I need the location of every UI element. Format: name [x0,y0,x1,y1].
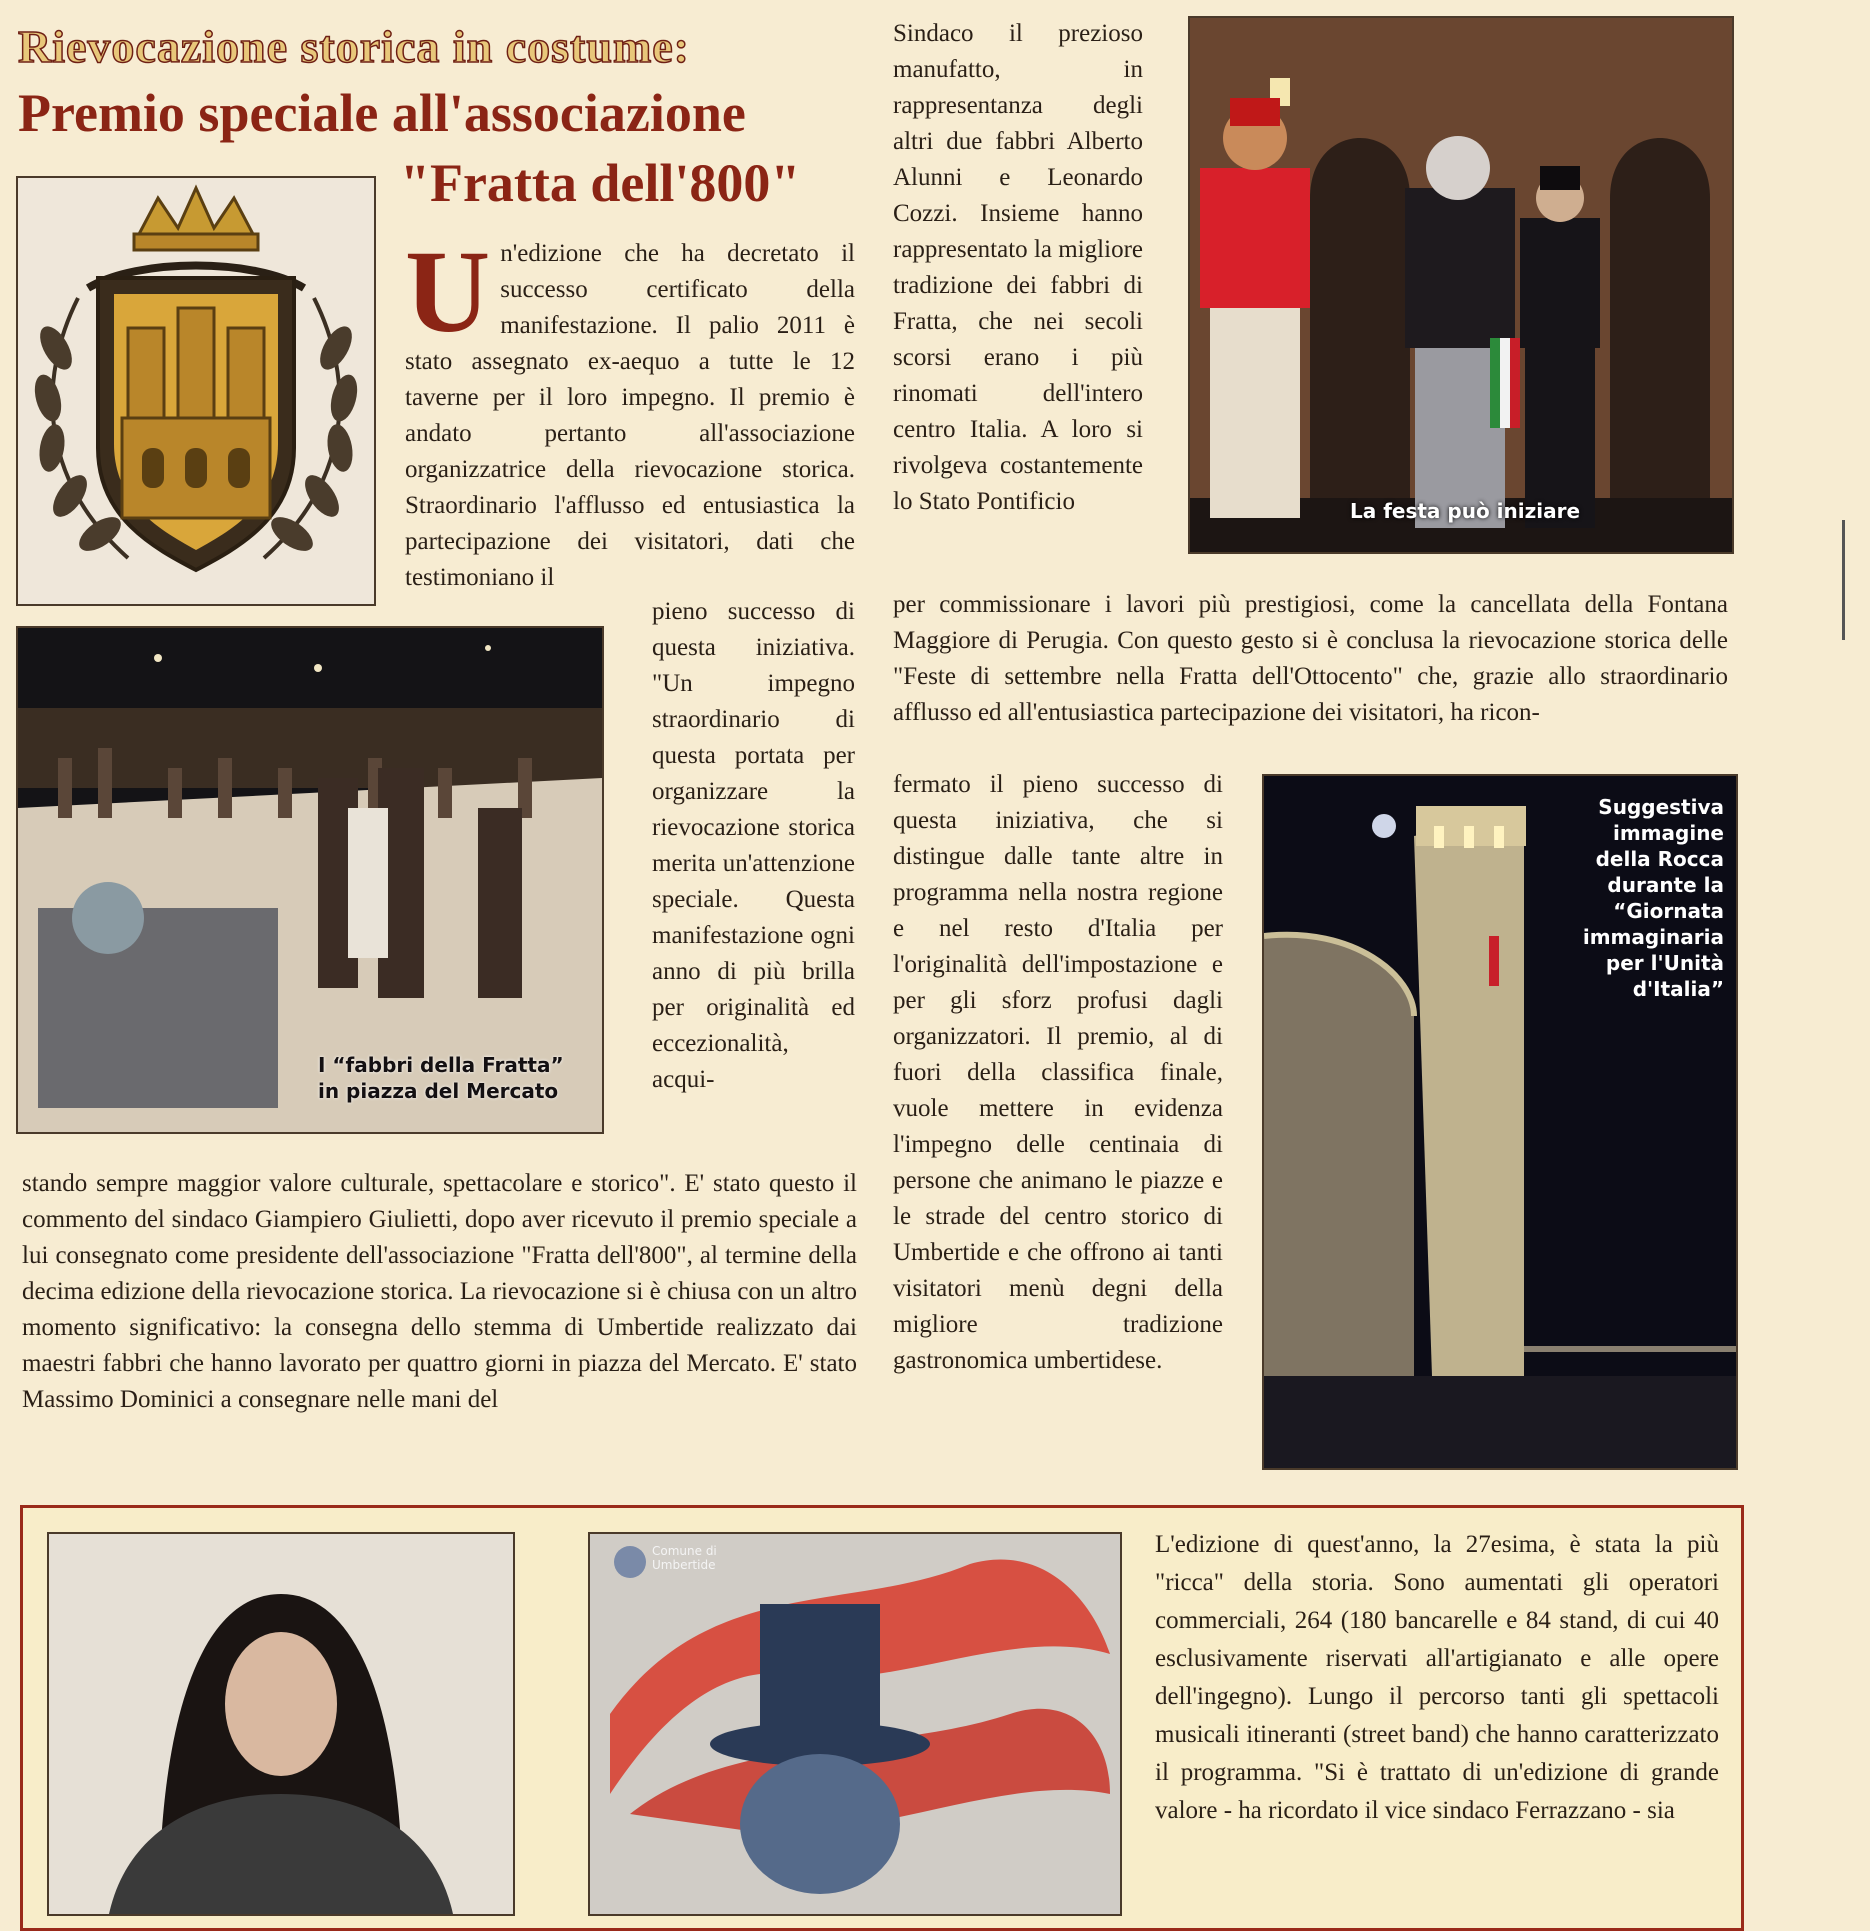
bottom-text: L'edizione di quest'anno, la 27esima, è stata la più "ricca" della storia. Sono aumentati gli operatori commerciali, 264 (180 bancarelle e 84 stand, di cui 40 esclusivamente riservati all'artigianato e alle opere dell'ingegno). Lungo il percorso tanti gli spettacoli musicali itineranti (street band) che hanno caratterizzato il programma. "Si è trattato di un'edizione di grande valore - ha ricordato il vice sindaco Ferrazzano - sia [1155,1531,1719,1824]
portrait-photo [47,1532,515,1916]
fabbri-photo [16,626,604,1134]
article-mid-top: Sindaco il prezioso manufatto, in rappresentanza degli altri due fabbri Alberto Alunni e Leonardo Cozzi. Insieme hanno rappresentato la migliore tradizione dei fabbri di Fratta, che nei secoli scorsi erano i più rinomati dell'intero centro Italia. A loro si rivolgeva costantemente lo Stato Pontificio [893,20,1143,515]
main-title-line2: "Fratta dell'800" [400,153,801,213]
festa-photo-image [1190,18,1732,552]
intro-text: n'edizione che ha decretato il successo certificato della manifestazione. Il palio 2011 è stato assegnato ex-aequo a tutte le 12 taverne per il loro impegno. Il premio è andato pertanto all'associazione organizzatrice della rievocazione storica. Straordinario l'afflusso ed entusiastica la partecipazione dei visitatori, dati che testimoniano il [405,240,855,591]
poster-logo-text: Comune di Umbertide [652,1544,717,1572]
article-mid-bottom: fermato il pieno successo di questa iniziativa, che si distingue dalle tante altre in programma nella nostra regione e nel resto d'Italia per l'originalità dell'impostazione e per gli sforz profusi dagli organizzatori. Il premio, al di fuori della classifica finale, vuole mettere in evidenza l'impegno delle centinaia di persone che animano le piazze e le strade del centro storico di Umbertide e che offrono ai tanti visitatori menù degni della migliore tradizione gastronomica umbertidese. [893,771,1223,1374]
fabbri-caption [318,1052,564,1104]
festa-photo [1188,16,1734,554]
article-intro [405,226,855,596]
rocca-caption: Suggestiva immagine della Rocca durante la “Giornata immaginaria per l'Unità d'Italia” [1582,795,1724,1001]
poster-photo [588,1532,1122,1916]
kicker-title: Rievocazione storica in costume: [18,21,691,72]
article-wide-bottom: stando sempre maggior valore culturale, spettacolare e storico". E' stato questo il commento del sindaco Giampiero Giulietti, dopo aver ricevuto il premio speciale a lui consegnato come presidente dell'associazione "Fratta dell'800", al termine della decima edizione della rievocazione storica. La rievocazione si è chiusa con un altro momento significativo: la consegna dello stemma di Umbertide realizzato dai maestri fabbri che hanno lavorato per quattro giorni in piazza del Mercato. E' stato Massimo Dominici a consegnare nelle mani del [22,1170,857,1413]
article-narrow-col: pieno successo di questa iniziativa. "Un impegno straordinario di questa portata per organizzare la rievocazione storica merita un'attenzione speciale. Questa manifestazione ogni anno di più brilla per originalità ed eccezionalità, acqui- [652,598,855,1093]
main-title: Premio speciale all'associazione [18,83,746,143]
fabbri-caption-line2: in piazza del Mercato [318,1079,559,1103]
portrait-photo-image [49,1534,513,1914]
poster-photo-image [590,1534,1120,1914]
dropcap: U [405,226,491,357]
festa-caption: La festa può iniziare [1350,499,1581,523]
page-crease [1842,520,1845,640]
crest-photo [16,176,376,606]
rocca-photo [1262,774,1738,1470]
umbertide-crest-icon [18,178,374,604]
article-mid-wide: per commissionare i lavori più prestigiosi, come la cancellata della Fontana Maggiore di Perugia. Con questo gesto si è conclusa la rievocazione storica delle "Feste di settembre nella Fratta dell'Ottocento" che, grazie allo straordinario afflusso ed all'entusiastica partecipazione dei visitatori, ha ricon- [893,591,1728,726]
fabbri-caption-line1: I “fabbri della Fratta” [318,1053,564,1077]
bottom-box [20,1505,1744,1931]
